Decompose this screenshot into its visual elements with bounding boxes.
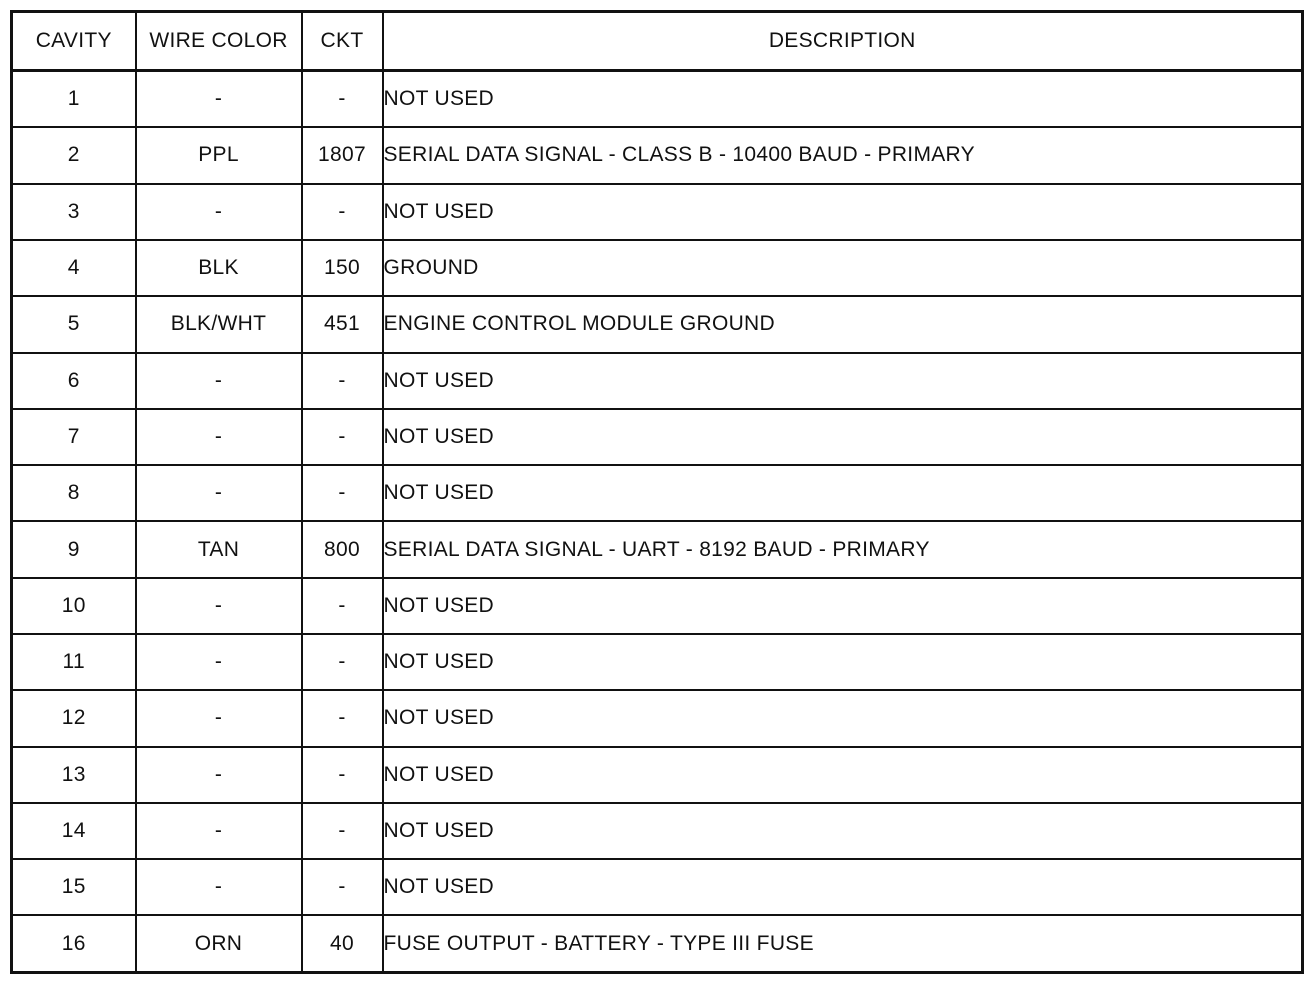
- table-row: [12, 127, 1303, 183]
- cell-description: ENGINE CONTROL MODULE GROUND: [383, 296, 1303, 352]
- cell-ckt: -: [302, 859, 383, 915]
- cell-ckt: -: [302, 465, 383, 521]
- cell-description: FUSE OUTPUT - BATTERY - TYPE III FUSE: [383, 915, 1303, 972]
- table-row: [12, 465, 1303, 521]
- cell-description: NOT USED: [383, 634, 1303, 690]
- table-row: [12, 859, 1303, 915]
- cell-cavity: 9: [12, 521, 136, 577]
- table-row: [12, 803, 1303, 859]
- cell-cavity: 14: [12, 803, 136, 859]
- table-row: [12, 296, 1303, 352]
- cell-cavity: 8: [12, 465, 136, 521]
- connector-pinout-sheet: [10, 10, 1304, 974]
- cell-ckt: -: [302, 803, 383, 859]
- table-row: [12, 409, 1303, 465]
- header-description: DESCRIPTION: [383, 12, 1303, 71]
- cell-ckt: -: [302, 184, 383, 240]
- cell-ckt: 800: [302, 521, 383, 577]
- cell-description: NOT USED: [383, 747, 1303, 803]
- cell-description: NOT USED: [383, 859, 1303, 915]
- cell-description: NOT USED: [383, 690, 1303, 746]
- table-body: [12, 71, 1303, 973]
- cell-cavity: 11: [12, 634, 136, 690]
- table-row: [12, 690, 1303, 746]
- cell-description: NOT USED: [383, 71, 1303, 128]
- cell-description: NOT USED: [383, 465, 1303, 521]
- cell-ckt: 40: [302, 915, 383, 972]
- table-row: [12, 747, 1303, 803]
- cell-ckt: -: [302, 747, 383, 803]
- cell-cavity: 6: [12, 353, 136, 409]
- cell-description: SERIAL DATA SIGNAL - CLASS B - 10400 BAUD - PRIMARY: [383, 127, 1303, 183]
- table-row: [12, 71, 1303, 128]
- cell-cavity: 16: [12, 915, 136, 972]
- cell-cavity: 4: [12, 240, 136, 296]
- header-wire-color: WIRE COLOR: [136, 12, 302, 71]
- cell-cavity: 7: [12, 409, 136, 465]
- cell-wire-color: -: [136, 859, 302, 915]
- cell-description: NOT USED: [383, 353, 1303, 409]
- cell-description: NOT USED: [383, 184, 1303, 240]
- cell-cavity: 5: [12, 296, 136, 352]
- cell-cavity: 10: [12, 578, 136, 634]
- cell-wire-color: -: [136, 690, 302, 746]
- cell-cavity: 3: [12, 184, 136, 240]
- cell-wire-color: BLK/WHT: [136, 296, 302, 352]
- table-header: [12, 12, 1303, 71]
- cell-cavity: 15: [12, 859, 136, 915]
- cell-description: NOT USED: [383, 409, 1303, 465]
- table-row: [12, 578, 1303, 634]
- table-row: [12, 184, 1303, 240]
- cell-wire-color: -: [136, 71, 302, 128]
- cell-ckt: -: [302, 353, 383, 409]
- cell-cavity: 2: [12, 127, 136, 183]
- cell-wire-color: -: [136, 353, 302, 409]
- table-row: [12, 521, 1303, 577]
- header-row: [12, 12, 1303, 71]
- cell-ckt: -: [302, 409, 383, 465]
- connector-pinout-table: [10, 10, 1304, 974]
- cell-description: SERIAL DATA SIGNAL - UART - 8192 BAUD - PRIMARY: [383, 521, 1303, 577]
- table-row: [12, 240, 1303, 296]
- header-ckt: CKT: [302, 12, 383, 71]
- table-row: [12, 634, 1303, 690]
- cell-wire-color: -: [136, 409, 302, 465]
- table-row: [12, 353, 1303, 409]
- cell-description: GROUND: [383, 240, 1303, 296]
- header-cavity: CAVITY: [12, 12, 136, 71]
- cell-ckt: 150: [302, 240, 383, 296]
- cell-wire-color: PPL: [136, 127, 302, 183]
- cell-wire-color: -: [136, 803, 302, 859]
- cell-cavity: 13: [12, 747, 136, 803]
- cell-description: NOT USED: [383, 578, 1303, 634]
- cell-wire-color: -: [136, 634, 302, 690]
- cell-ckt: -: [302, 578, 383, 634]
- cell-cavity: 1: [12, 71, 136, 128]
- cell-wire-color: TAN: [136, 521, 302, 577]
- cell-ckt: 451: [302, 296, 383, 352]
- cell-ckt: 1807: [302, 127, 383, 183]
- table-row: [12, 915, 1303, 972]
- cell-wire-color: -: [136, 465, 302, 521]
- cell-wire-color: ORN: [136, 915, 302, 972]
- cell-description: NOT USED: [383, 803, 1303, 859]
- cell-ckt: -: [302, 634, 383, 690]
- cell-ckt: -: [302, 71, 383, 128]
- cell-ckt: -: [302, 690, 383, 746]
- cell-wire-color: BLK: [136, 240, 302, 296]
- cell-cavity: 12: [12, 690, 136, 746]
- cell-wire-color: -: [136, 578, 302, 634]
- cell-wire-color: -: [136, 184, 302, 240]
- cell-wire-color: -: [136, 747, 302, 803]
